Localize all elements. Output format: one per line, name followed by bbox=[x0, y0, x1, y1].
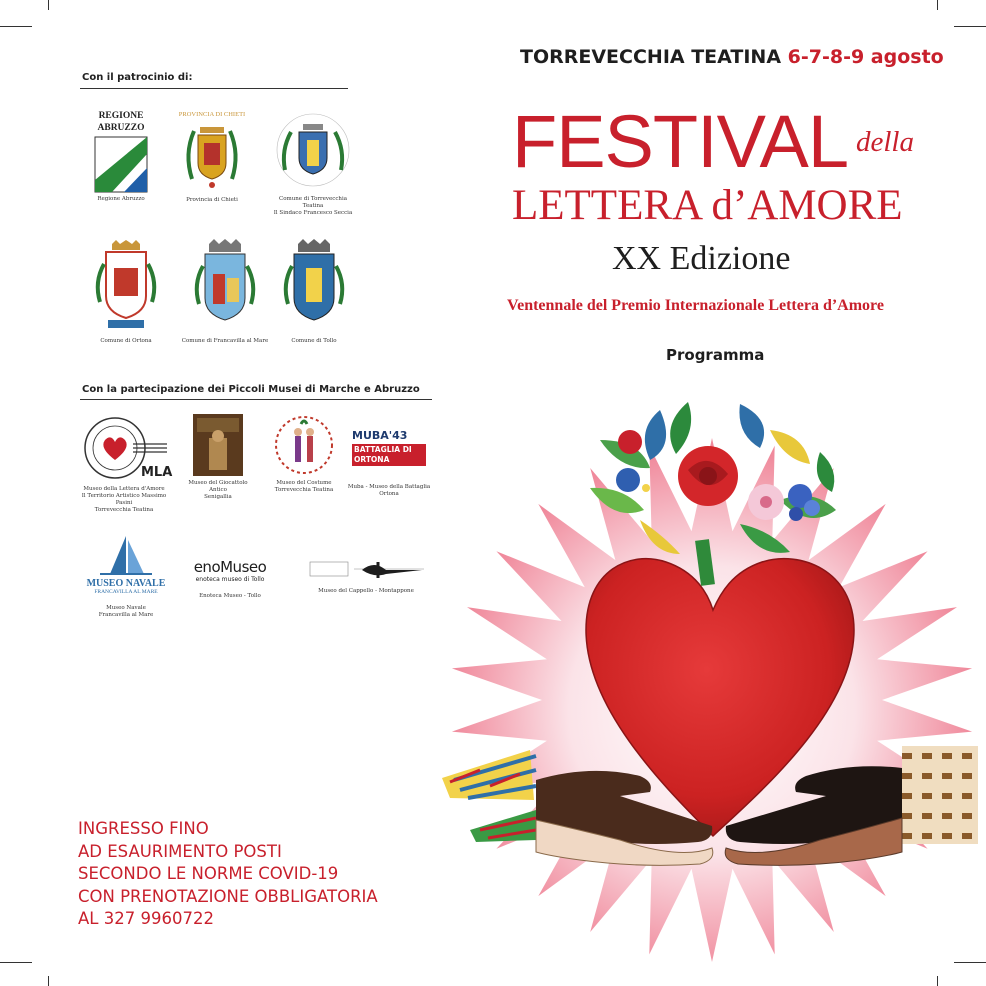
crop-mark bbox=[954, 26, 986, 27]
title-della: della bbox=[856, 126, 914, 158]
logo-caption: Regione Abruzzo bbox=[97, 196, 145, 202]
muba-subtitle: BATTAGLIA DI ORTONA bbox=[352, 444, 426, 466]
notice-line: SECONDO LE NORME COVID-19 bbox=[78, 864, 339, 883]
patrocinio-label: Con il patrocinio di: bbox=[82, 72, 193, 83]
logo-caption: Comune di Torrevecchia Teatina bbox=[278, 196, 348, 209]
francavilla-crest-icon bbox=[193, 238, 257, 334]
logo-museo-giocattolo bbox=[180, 414, 256, 501]
partecipazione-label: Con la partecipazione dei Piccoli Musei di Marche e Abruzzo bbox=[82, 384, 420, 395]
cappello-logo-icon bbox=[304, 556, 428, 582]
striped-ribbon bbox=[442, 750, 536, 842]
notice-line: INGRESSO FINO bbox=[78, 819, 209, 838]
navale-sail-icon bbox=[96, 534, 156, 576]
logo-caption-2: Il Sindaco Francesco Seccia bbox=[273, 210, 353, 216]
logo-caption-2: Senigallia bbox=[204, 494, 232, 500]
ortona-crest-icon bbox=[94, 238, 158, 334]
muba-wordmark bbox=[352, 430, 426, 466]
logo-comune-francavilla bbox=[180, 238, 270, 345]
logo-caption: Comune di Tollo bbox=[291, 338, 337, 344]
logo-caption: Museo della Lettera d'Amore bbox=[83, 486, 165, 492]
notice-line: CON PRENOTAZIONE OBBLIGATORIA bbox=[78, 886, 378, 906]
logo-caption-2: Torrevecchia Teatina bbox=[274, 487, 334, 493]
regione-abruzzo-wordmark: REGIONE ABRUZZO bbox=[97, 111, 145, 133]
logo-caption: Comune di Francavilla al Mare bbox=[181, 338, 269, 344]
chieti-crest-icon bbox=[182, 119, 242, 193]
divider bbox=[80, 88, 348, 89]
mla-text: MLA bbox=[141, 465, 173, 480]
navale-subtitle: FRANCAVILLA AL MARE bbox=[94, 589, 158, 595]
abruzzo-shield-icon bbox=[94, 136, 148, 192]
logo-museo-costume bbox=[264, 414, 344, 494]
divider bbox=[80, 399, 432, 400]
logo-comune-tollo bbox=[276, 238, 352, 345]
title-festival: FESTIVAL bbox=[512, 100, 849, 183]
crop-mark bbox=[0, 962, 32, 963]
tollo-crest-icon bbox=[280, 238, 348, 334]
logo-caption: Muba - Museo della Battaglia bbox=[347, 484, 431, 490]
notice-line: AD ESAURIMENTO POSTI bbox=[78, 841, 282, 861]
logo-comune-torrevecchia bbox=[268, 106, 358, 217]
crop-mark bbox=[937, 976, 938, 986]
navale-title: MUSEO NAVALE bbox=[86, 578, 166, 589]
logo-museo-navale bbox=[80, 534, 172, 619]
enomuseo-subtitle: enoteca museo di Tollo bbox=[195, 576, 265, 583]
heart-artwork bbox=[440, 390, 980, 975]
programma-label: Programma bbox=[666, 346, 765, 364]
crop-mark bbox=[48, 976, 49, 986]
booking-notice bbox=[78, 818, 378, 931]
giocattolo-photo-icon bbox=[193, 414, 243, 476]
event-place-dates bbox=[520, 46, 944, 68]
logo-museo-cappello bbox=[302, 556, 430, 595]
logo-caption: Enoteca Museo - Tollo bbox=[199, 593, 261, 599]
logo-caption-2: Francavilla al Mare bbox=[98, 612, 154, 618]
logo-enomuseo bbox=[184, 558, 276, 600]
logo-provincia-chieti bbox=[168, 110, 256, 204]
checkered-ribbon bbox=[902, 746, 978, 844]
event-place: TORREVECCHIA TEATINA bbox=[520, 46, 782, 68]
logo-comune-ortona bbox=[86, 238, 166, 345]
notice-phone: AL 327 9960722 bbox=[78, 909, 214, 928]
title-lettera-amore: LETTERA d’AMORE bbox=[512, 182, 903, 229]
costume-emblem-icon bbox=[273, 414, 335, 476]
logo-caption: Museo del Cappello - Montappone bbox=[318, 588, 414, 594]
logo-regione-abruzzo bbox=[80, 110, 162, 203]
crop-mark bbox=[937, 0, 938, 10]
edition-label: XX Edizione bbox=[612, 240, 791, 277]
crop-mark bbox=[48, 0, 49, 10]
enomuseo-title: enoMuseo bbox=[193, 558, 267, 576]
mla-stamp-icon bbox=[79, 414, 173, 482]
logo-caption: Provincia di Chieti bbox=[186, 197, 238, 203]
crop-mark bbox=[0, 26, 32, 27]
ventennale-subtitle: Ventennale del Premio Internazionale Lettera d’Amore bbox=[507, 297, 884, 314]
logo-museo-lettera-amore bbox=[76, 414, 172, 514]
logo-caption: Museo Navale bbox=[106, 605, 146, 611]
logo-caption-2: Ortona bbox=[379, 491, 399, 497]
provincia-chieti-wordmark: PROVINCIA DI CHIETI bbox=[178, 111, 246, 118]
muba-title: MUBA'43 bbox=[352, 429, 408, 442]
logo-caption-2: Il Territorio Artistico Massimo Pasini bbox=[81, 493, 167, 506]
torrevecchia-crest-icon bbox=[273, 106, 353, 192]
logo-caption: Museo del Giocattolo Antico bbox=[188, 480, 248, 493]
logo-caption-3: Torrevecchia Teatina bbox=[94, 507, 154, 513]
event-dates: 6-7-8-9 agosto bbox=[787, 46, 944, 68]
logo-museo-battaglia bbox=[346, 430, 432, 498]
logo-caption: Comune di Ortona bbox=[100, 338, 152, 344]
logo-caption: Museo del Costume bbox=[276, 480, 332, 486]
